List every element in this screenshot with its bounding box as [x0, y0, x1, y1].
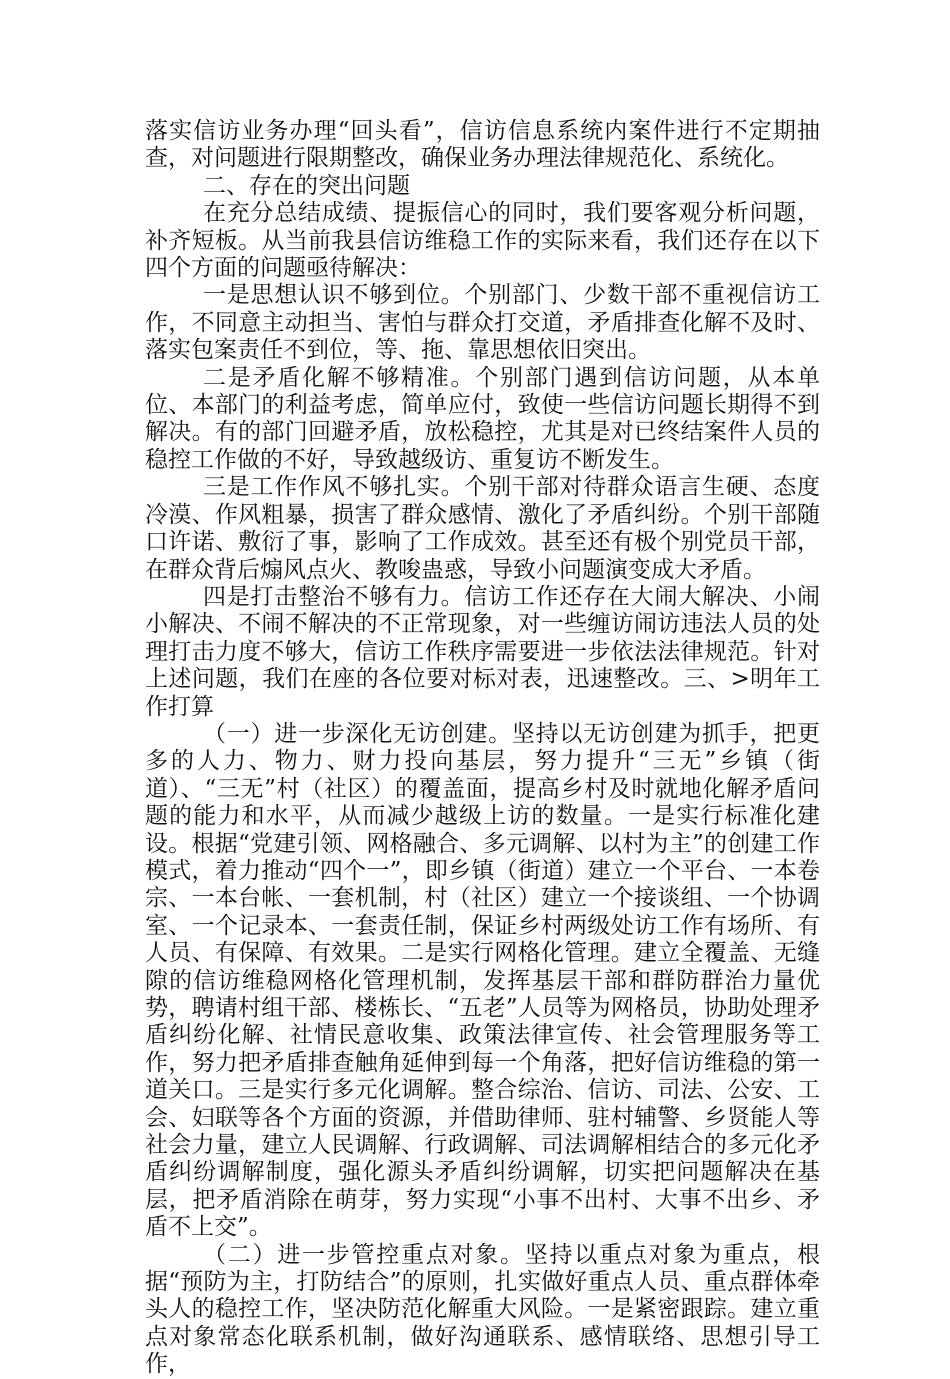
paragraph: （一）进一步深化无访创建。坚持以无访创建为抓手，把更多的人力、物力、财力投向基层，努力提升“三无”乡镇（街道）、“三无”村（社区）的覆盖面，提高乡村及时就地化解矛盾问题的能力和水平，从而减少越级上访的数量。一是实行标准化建设。根据“党建引领、网格融合、多元调解、以村为主”的创建工作模式，着力推动“四个一”，即乡镇（街道）建立一个平台、一本卷宗、一本台帐、一套机制，村（社区）建立一个接谈组、一个协调室、一个记录本、一套责任制，保证乡村两级处访工作有场所、有人员、有保障、有效果。二是实行网格化管理。建立全覆盖、无缝隙的信访维稳网格化管理机制，发挥基层干部和群防群治力量优势，聘请村组干部、楼栋长、“五老”人员等为网格员，协助处理矛盾纠纷化解、社情民意收集、政策法律宣传、社会管理服务等工作，努力把矛盾排查触角延伸到每一个角落，把好信访维稳的第一道关口。三是实行多元化调解。整合综治、信访、司法、公安、工会、妇联等各个方面的资源，并借助律师、驻村辅警、乡贤能人等社会力量，建立人民调解、行政调解、司法调解相结合的多元化矛盾纠纷调解制度，强化源头矛盾纠纷调解，切实把问题解决在基层，把矛盾消除在萌芽，努力实现“小事不出村、大事不出乡、矛盾不上交”。: [145, 720, 820, 1241]
section-heading: 二、存在的突出问题: [203, 172, 410, 199]
document-page: [145, 118, 820, 1379]
paragraph: 落实信访业务办理“回头看”，信访信息系统内案件进行不定期抽查，对问题进行限期整改，确保业务办理法律规范化、系统化。: [145, 118, 820, 172]
paragraph: 三是工作作风不够扎实。个别干部对待群众语言生硬、态度冷漠、作风粗暴，损害了群众感情、激化了矛盾纠纷。个别干部随口许诺、敷衍了事，影响了工作成效。甚至还有极个别党员干部，在群众背后煽风点火、教唆蛊惑，导致小问题演变成大矛盾。: [145, 474, 820, 583]
paragraph: 四是打击整治不够有力。信访工作还存在大闹大解决、小闹小解决、不闹不解决的不正常现象，对一些缠访闹访违法人员的处理打击力度不够大，信访工作秩序需要进一步依法法律规范。针对上述问题，我们在座的各位要对标对表，迅速整改。三、>明年工作打算: [145, 583, 820, 720]
paragraph: 二是矛盾化解不够精准。个别部门遇到信访问题，从本单位、本部门的利益考虑，简单应付，致使一些信访问题长期得不到解决。有的部门回避矛盾，放松稳控，尤其是对已终结案件人员的稳控工作做的不好，导致越级访、重复访不断发生。: [145, 364, 820, 473]
paragraph: 在充分总结成绩、提振信心的同时，我们要客观分析问题，补齐短板。从当前我县信访维稳工作的实际来看，我们还存在以下四个方面的问题亟待解决：: [145, 200, 820, 282]
paragraph: 一是思想认识不够到位。个别部门、少数干部不重视信访工作，不同意主动担当、害怕与群众打交道，矛盾排查化解不及时、落实包案责任不到位，等、拖、靠思想依旧突出。: [145, 282, 820, 364]
paragraph: （二）进一步管控重点对象。坚持以重点对象为重点，根据“预防为主，打防结合”的原则，扎实做好重点人员、重点群体牵头人的稳控工作，坚决防范化解重大风险。一是紧密跟踪。建立重点对象常态化联系机制，做好沟通联系、感情联络、思想引导工作，: [145, 1241, 820, 1378]
